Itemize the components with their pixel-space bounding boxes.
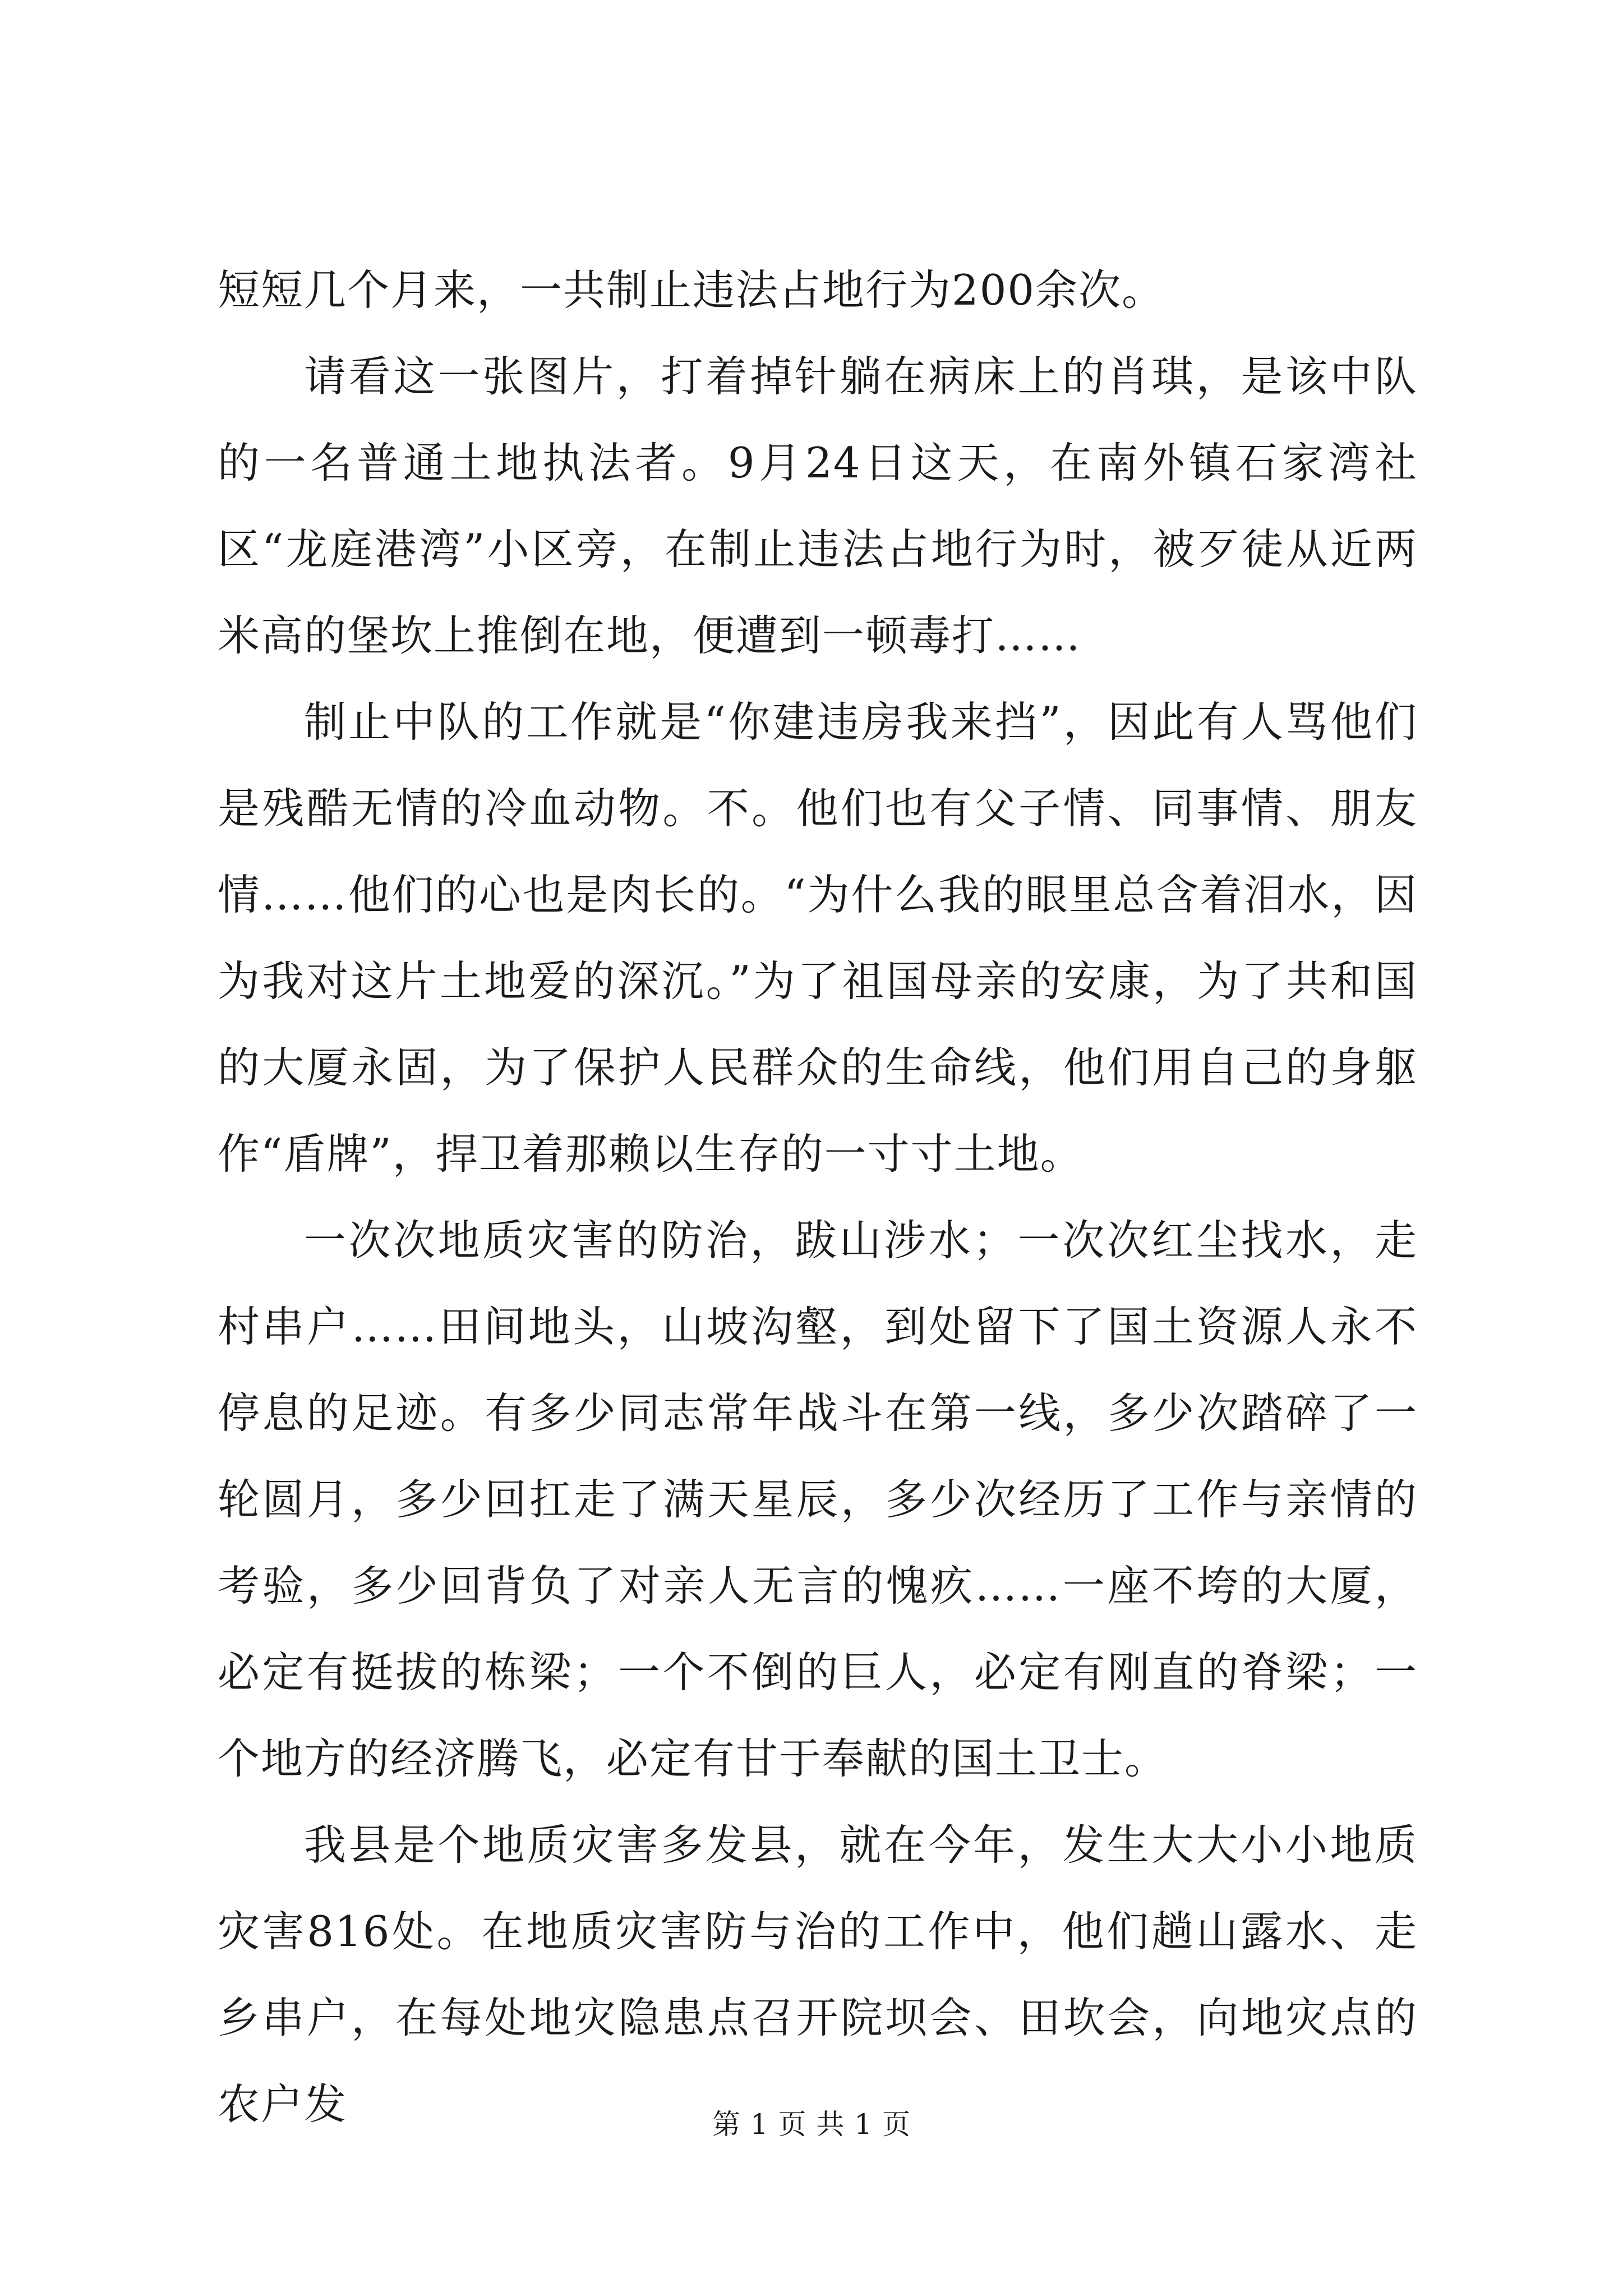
paragraph-5: 我县是个地质灾害多发县，就在今年，发生大大小小地质灾害816处。在地质灾害防与治的工作中，他们趟山露水、走乡串户，在每处地灾隐患点召开院坝会、田坎会，向地灾点的农户发 <box>218 1820 1418 2129</box>
paragraph-3: 制止中队的工作就是“你建违房我来挡”，因此有人骂他们是残酷无情的冷血动物。不。他们也有父子情、同事情、朋友情……他们的心也是肉长的。“为什么我的眼里总含着泪水，因为我对这片土地爱的深沉。”为了祖国母亲的安康，为了共和国的大厦永固，为了保护人民群众的生命线，他们用自己的身躯作“盾牌”，捍卫着那赖以生存的一寸寸土地。 <box>218 697 1418 1179</box>
page-footer: 第 1 页 共 1 页 <box>712 2108 911 2141</box>
paragraph-4: 一次次地质灾害的防治，跋山涉水；一次次红尘找水，走村串户……田间地头，山坡沟壑，到处留下了国土资源人永不停息的足迹。有多少同志常年战斗在第一线，多少次踏碎了一轮圆月，多少回扛走了满天星辰，多少次经历了工作与亲情的考验，多少回背负了对亲人无言的愧疚……一座不垮的大厦，必定有挺拔的栋梁；一个不倒的巨人，必定有刚直的脊梁；一个地方的经济腾飞，必定有甘于奉献的国土卫士。 <box>218 1216 1418 1783</box>
paragraph-2: 请看这一张图片，打着掉针躺在病床上的肖琪，是该中队的一名普通土地执法者。9月24日这天，在南外镇石家湾社区“龙庭港湾”小区旁，在制止违法占地行为时，被歹徒从近两米高的堡坎上推倒在地，便遭到一顿毒打…… <box>218 352 1418 660</box>
paragraph-1: 短短几个月来，一共制止违法占地行为200余次。 <box>218 265 1165 315</box>
document-body <box>218 247 1418 2147</box>
